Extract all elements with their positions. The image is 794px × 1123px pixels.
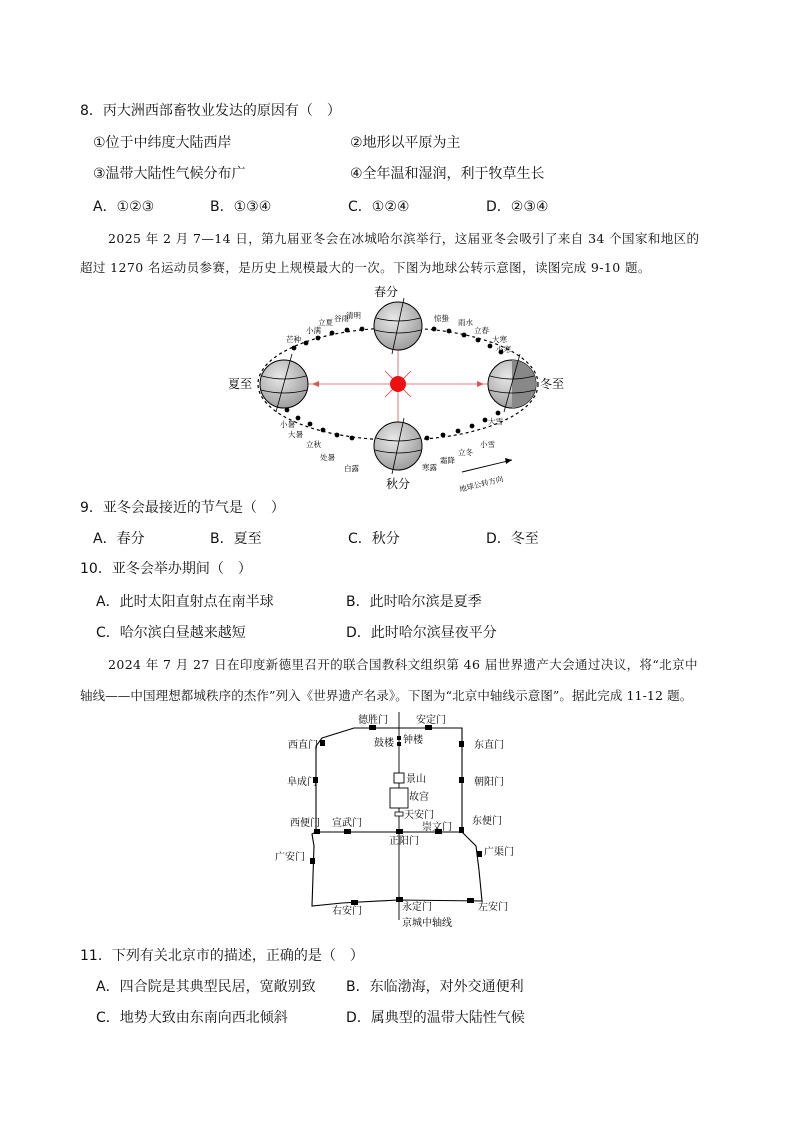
term-mangzhong: 芒种	[286, 335, 301, 344]
term-lixia: 立夏	[318, 318, 333, 327]
term-xiaoxue: 小雪	[480, 440, 495, 449]
term-xiaoman: 小满	[306, 326, 321, 335]
label-youanmen: 右安门	[332, 906, 362, 917]
q8-item-2: ②地形以平原为主	[350, 135, 461, 151]
q8-item-3: ③温带大陆性气候分布广	[93, 166, 246, 182]
label-dongbianmen: 东便门	[472, 816, 502, 827]
label-central-axis: 京城中轴线	[402, 918, 452, 929]
passage-1-line-2: 超过 1270 名运动员参赛，是历史上规模最大的一次。下图为地球公转示意图，读图完成 9-10 题。	[80, 260, 651, 275]
globe-spring-equinox-icon	[374, 298, 422, 354]
term-hanlu: 寒露	[422, 463, 437, 472]
beijing-central-axis-map	[272, 710, 522, 930]
q11-option-b[interactable]: B．东临渤海，对外交通便利	[346, 979, 524, 995]
term-shuangjiang: 霜降	[440, 456, 455, 465]
label-chaoyangmen: 朝阳门	[474, 777, 504, 788]
q11-option-a[interactable]: A．四合院是其典型民居，宽敞别致	[96, 979, 316, 995]
q8-option-b[interactable]: B．①③④	[210, 199, 272, 215]
label-fuchengmen: 阜成门	[287, 777, 317, 788]
question-9-stem: 9．亚冬会最接近的节气是（ ）	[80, 500, 285, 516]
globe-summer-solstice-icon	[260, 354, 308, 412]
q8-item-4: ④全年温和湿润，利于牧草生长	[350, 166, 545, 182]
label-gulou: 鼓楼	[374, 738, 394, 749]
q9-option-d[interactable]: D．冬至	[486, 531, 539, 547]
label-guangqumen: 广渠门	[484, 847, 514, 858]
passage-1-line-1: 2025 年 2 月 7—14 日，第九届亚冬会在冰城哈尔滨举行，这届亚冬会吸引了来自 34 个国家和地区的	[108, 231, 700, 246]
q10-option-d[interactable]: D．此时哈尔滨昼夜平分	[346, 625, 497, 641]
q8-option-d[interactable]: D．②③④	[486, 199, 549, 215]
globe-winter-solstice-icon	[488, 354, 536, 412]
label-guanganmen: 广安门	[275, 852, 305, 863]
q10-option-b[interactable]: B．此时哈尔滨是夏季	[346, 594, 482, 610]
term-jingzhe: 惊蛰	[434, 314, 449, 323]
label-zhengyangmen: 正阳门	[389, 836, 419, 847]
label-xuanwumen: 宣武门	[332, 818, 362, 829]
question-8-stem: 8．丙大洲西部畜牧业发达的原因有（ ）	[80, 103, 341, 119]
orbit-direction-arrow-icon	[462, 458, 512, 472]
term-xiaohan: 小寒	[496, 345, 511, 354]
term-qingming: 清明	[346, 311, 361, 320]
term-lidong: 立冬	[458, 448, 473, 457]
term-chushu: 处暑	[320, 453, 335, 462]
earth-orbit-diagram	[222, 285, 565, 496]
label-xizhimen: 西直门	[288, 740, 318, 751]
orbit-direction-label: 地球公转方向	[458, 474, 505, 494]
label-zhonglou: 钟楼	[403, 735, 423, 746]
label-dongzhimen: 东直门	[474, 740, 504, 751]
label-summer-solstice: 夏至	[228, 377, 253, 391]
q9-option-b[interactable]: B．夏至	[210, 531, 262, 547]
passage-2-line-1: 2024 年 7 月 27 日在印度新德里召开的联合国教科文组织第 46 届世界遗产大会通过决议，将“北京中	[108, 657, 698, 672]
term-xiaoshu: 小暑	[280, 420, 295, 429]
label-xibianmen: 西便门	[290, 818, 320, 829]
q8-item-1: ①位于中纬度大陆西岸	[93, 135, 232, 151]
term-guyu: 谷雨	[334, 314, 349, 323]
globe-autumn-equinox-icon	[374, 418, 422, 474]
q11-option-d[interactable]: D．属典型的温带大陆性气候	[346, 1010, 525, 1026]
q9-option-a[interactable]: A．春分	[93, 531, 145, 547]
label-winter-solstice: 冬至	[540, 377, 565, 391]
question-10-stem: 10．亚冬会举办期间（ ）	[80, 561, 252, 577]
label-andingmen: 安定门	[416, 715, 446, 726]
q11-option-c[interactable]: C．地势大致由东南向西北倾斜	[96, 1010, 288, 1026]
label-autumn-equinox: 秋分	[386, 477, 411, 491]
term-dashu: 大暑	[288, 430, 303, 439]
label-tiananmen: 天安门	[404, 810, 434, 821]
q10-option-c[interactable]: C．哈尔滨白昼越来越短	[96, 625, 246, 641]
label-gugong: 故宫	[409, 792, 429, 803]
term-lichun: 立春	[474, 326, 489, 335]
q9-option-c[interactable]: C．秋分	[348, 531, 400, 547]
term-liqiu: 立秋	[306, 440, 321, 449]
q8-option-c[interactable]: C．①②④	[348, 199, 410, 215]
term-dahan: 大寒	[492, 335, 507, 344]
label-deshengmen: 德胜门	[358, 715, 388, 726]
q10-option-a[interactable]: A．此时太阳直射点在南半球	[96, 594, 274, 610]
question-11-stem: 11．下列有关北京市的描述，正确的是（ ）	[80, 948, 364, 964]
label-jingshan: 景山	[406, 774, 426, 785]
term-daxue: 大雪	[488, 417, 503, 426]
q8-option-a[interactable]: A．①②③	[93, 199, 155, 215]
label-spring-equinox: 春分	[374, 285, 399, 299]
term-bailu: 白露	[344, 464, 359, 473]
label-chongwenmen: 崇文门	[422, 822, 452, 833]
passage-2-line-2: 轴线——中国理想都城秩序的杰作”列入《世界遗产名录》。下图为“北京中轴线示意图”。据此完成 11-12 题。	[80, 688, 693, 703]
term-yushui: 雨水	[458, 318, 473, 327]
label-zuoanmen: 左安门	[478, 902, 508, 913]
label-yongdingmen: 永定门	[402, 902, 432, 913]
